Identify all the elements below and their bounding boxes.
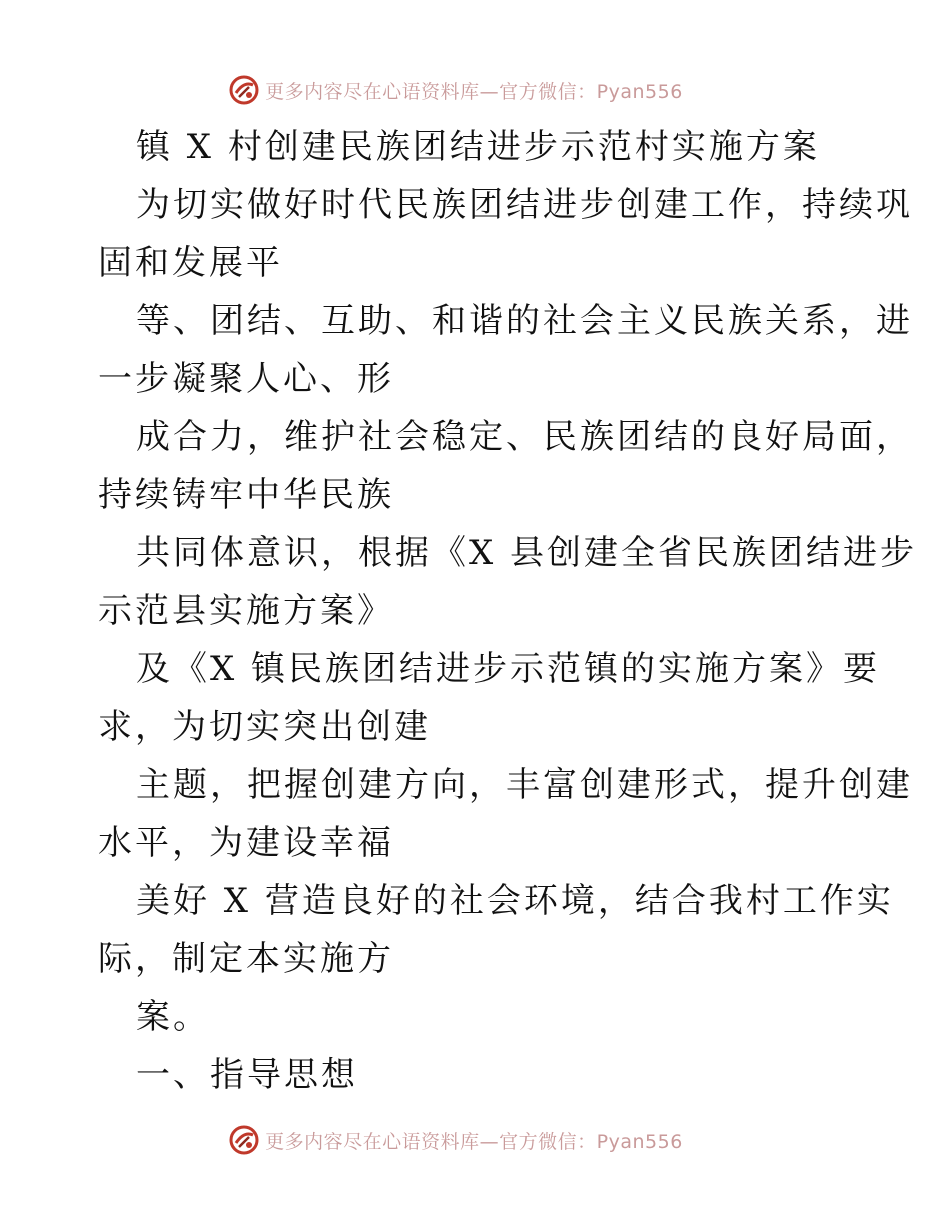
watermark-text: 更多内容尽在心语资料库—官方微信：Pyan556 xyxy=(265,1130,683,1153)
paragraph-line: 等、团结、互助、和谐的社会主义民族关系，进 xyxy=(136,301,913,341)
paragraph-line: 案。 xyxy=(136,997,210,1037)
header-watermark xyxy=(0,70,950,110)
paragraph-line: 固和发展平 xyxy=(98,243,283,283)
section-heading: 一、指导思想 xyxy=(136,1055,358,1095)
paragraph-line: 为切实做好时代民族团结进步创建工作，持续巩 xyxy=(136,185,913,225)
document-title: 镇 X 村创建民族团结进步示范村实施方案 xyxy=(136,127,820,167)
logo-icon xyxy=(227,1123,261,1157)
paragraph-line: 共同体意识，根据《X 县创建全省民族团结进步 xyxy=(136,533,918,573)
paragraph-line: 美好 X 营造良好的社会环境，结合我村工作实 xyxy=(136,881,894,921)
logo-icon xyxy=(227,73,261,107)
watermark-text: 更多内容尽在心语资料库—官方微信：Pyan556 xyxy=(265,80,683,103)
paragraph-line: 示范县实施方案》 xyxy=(98,591,394,631)
paragraph-line: 持续铸牢中华民族 xyxy=(98,475,394,515)
paragraph-line: 际，制定本实施方 xyxy=(98,939,394,979)
paragraph-line: 及《X 镇民族团结进步示范镇的实施方案》要 xyxy=(136,649,881,689)
footer-watermark xyxy=(0,1120,950,1160)
paragraph-line: 主题，把握创建方向，丰富创建形式，提升创建 xyxy=(136,765,913,805)
paragraph-line: 求，为切实突出创建 xyxy=(98,707,431,747)
paragraph-line: 水平，为建设幸福 xyxy=(98,823,394,863)
document-body xyxy=(98,118,918,1104)
paragraph-line: 成合力，维护社会稳定、民族团结的良好局面， xyxy=(136,417,913,457)
paragraph-line: 一步凝聚人心、形 xyxy=(98,359,394,399)
